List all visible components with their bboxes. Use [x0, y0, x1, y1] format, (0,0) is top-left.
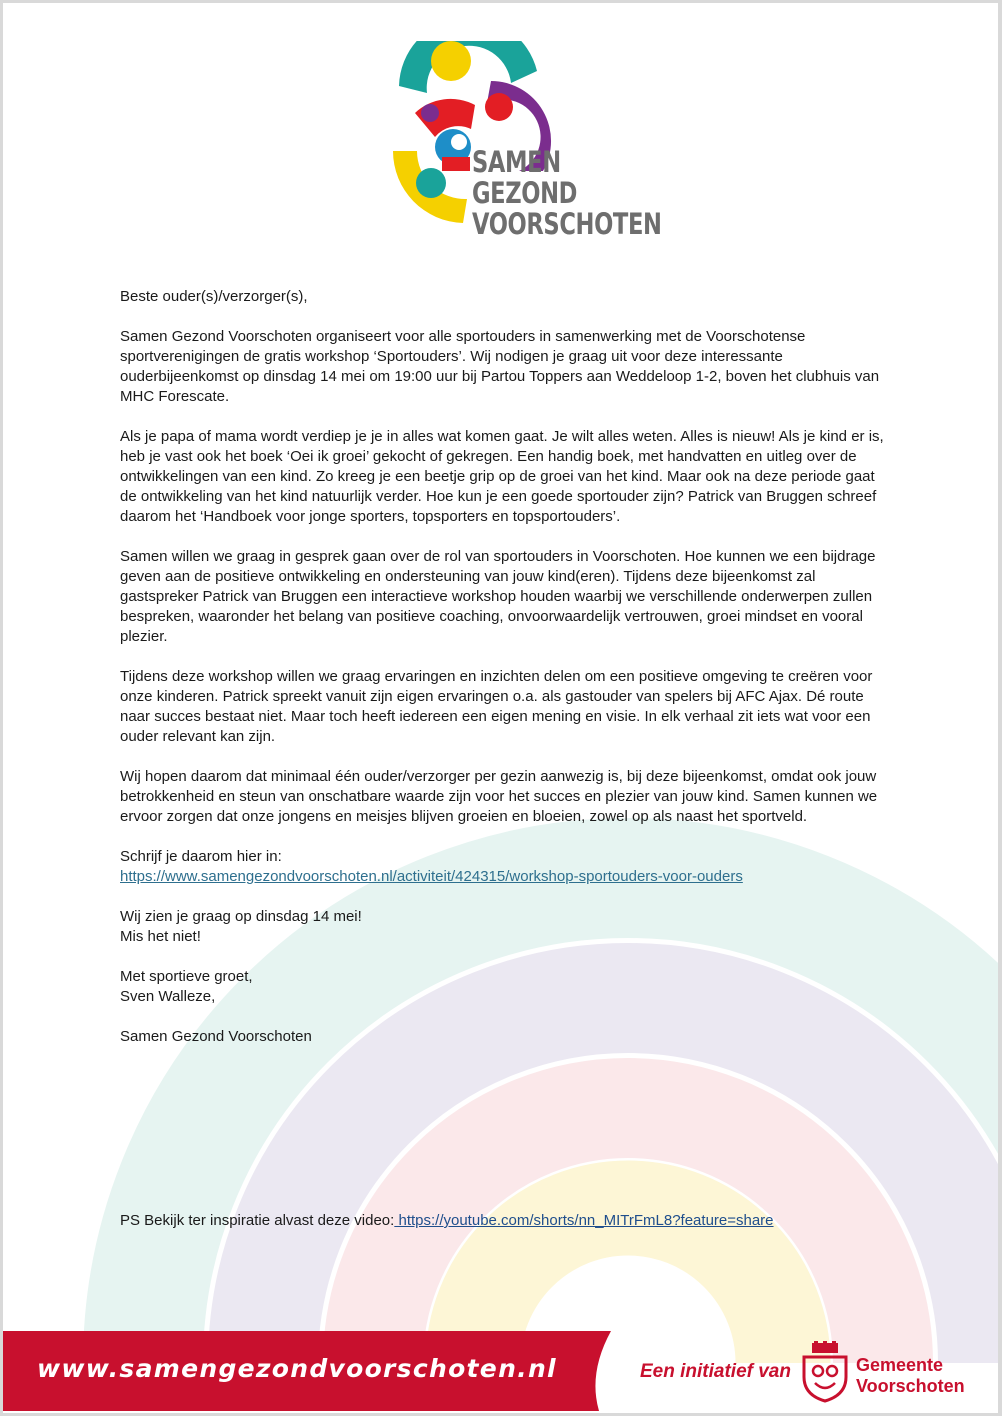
- paragraph-experiences: Tijdens deze workshop willen we graag ervaringen en inzichten delen om een positieve omgeving te creëren voor onze kinderen. Patrick spreekt vanuit zijn eigen ervaringen o.a. als gastouder van spelers bij AFC Ajax. Dé route naar succes bestaat niet. Maar toch heeft iedereen een eigen mening en visie. In elk verhaal zit iets wat voor een ouder relevant kan zijn.: [120, 668, 873, 745]
- signup-link[interactable]: https://www.samengezondvoorschoten.nl/activiteit/424315/workshop-sportouders-voor-ouders: [120, 868, 743, 885]
- signature-org: Samen Gezond Voorschoten: [120, 1028, 312, 1045]
- ps-video-link[interactable]: https://youtube.com/shorts/nn_MITrFmL8?feature=share: [394, 1212, 774, 1229]
- footer-initiatief: Een initiatief van: [640, 1361, 791, 1382]
- signature-line-1: Met sportieve groet,: [120, 968, 253, 985]
- signature-block: [120, 967, 885, 1007]
- paragraph-conversation: Samen willen we graag in gesprek gaan over de rol van sportouders in Voorschoten. Hoe kunnen we een bijdrage geven aan de positieve ontwikkeling en ondersteuning van jouw kind(eren). Tijdens deze bijeenkomst zal gastspreker Patrick van Bruggen een interactieve workshop houden waarbij we verschillende onderwerpen zullen bespreken, waaronder het belang van positieve coaching, onvoorwaardelijk vertrouwen, groei mindset en vooral plezier.: [120, 548, 876, 645]
- logo-wordmark: [472, 147, 662, 240]
- greeting: Beste ouder(s)/verzorger(s),: [120, 288, 308, 305]
- paragraph-attendance: Wij hopen daarom dat minimaal één ouder/verzorger per gezin aanwezig is, bij deze bijeenkomst, omdat ook jouw betrokkenheid en steun van onschatbare waarde zijn voor het succes en plezier van jouw kind. Samen kunnen we ervoor zorgen dat onze jongens en meisjes blijven groeien en bloeien, zowel op als naast het sportveld.: [120, 768, 878, 825]
- signup-text: Schrijf je daarom hier in:: [120, 848, 282, 865]
- closing-block: [120, 907, 885, 947]
- gemeente-line-1: Gemeente: [856, 1355, 944, 1375]
- logo-line-samen: SAMEN: [472, 145, 561, 179]
- gemeente-crest-icon: [800, 1341, 850, 1403]
- postscript: [120, 1211, 774, 1231]
- closing-line-2: Mis het niet!: [120, 928, 201, 945]
- footer-website[interactable]: www.samengezondvoorschoten.nl: [37, 1354, 557, 1383]
- signup-block: [120, 847, 885, 887]
- paragraph-book: Als je papa of mama wordt verdiep je je in alles wat komen gaat. Je wilt alles weten. Alles is nieuw! Als je kind er is, heb je vast ook het boek ‘Oei ik groei’ gekocht of gekregen. Een handig boek, met handvatten en uitleg over de ontwikkelingen van een kind. Zo kreeg je een beetje grip op de groei van het kind. Maar ook na deze periode gaat de ontwikkeling van het kind natuurlijk verder. Hoe kun je een goede sportouder zijn? Patrick van Bruggen schreef daarom het ‘Handboek voor jonge sporters, topsporters en topsportouders’.: [120, 428, 884, 525]
- paragraph-intro: Samen Gezond Voorschoten organiseert voor alle sportouders in samenwerking met de Voorschotense sportverenigingen de gratis workshop ‘Sportouders’. Wij nodigen je graag uit voor deze interessante ouderbijeenkomst op dinsdag 14 mei om 19:00 uur bij Partou Toppers aan Weddeloop 1-2, boven het clubhuis van MHC Forescate.: [120, 328, 880, 405]
- logo-line-gezond: GEZOND: [472, 176, 578, 210]
- ps-text: PS Bekijk ter inspiratie alvast deze video:: [120, 1212, 395, 1229]
- signature-line-2: Sven Walleze,: [120, 988, 216, 1005]
- closing-line-1: Wij zien je graag op dinsdag 14 mei!: [120, 908, 362, 925]
- logo-line-voorschoten: VOORSCHOTEN: [472, 207, 662, 241]
- letter-body: [120, 287, 885, 1067]
- gemeente-name: [856, 1355, 965, 1397]
- gemeente-line-2: Voorschoten: [856, 1376, 965, 1396]
- letter-page: [3, 3, 998, 1413]
